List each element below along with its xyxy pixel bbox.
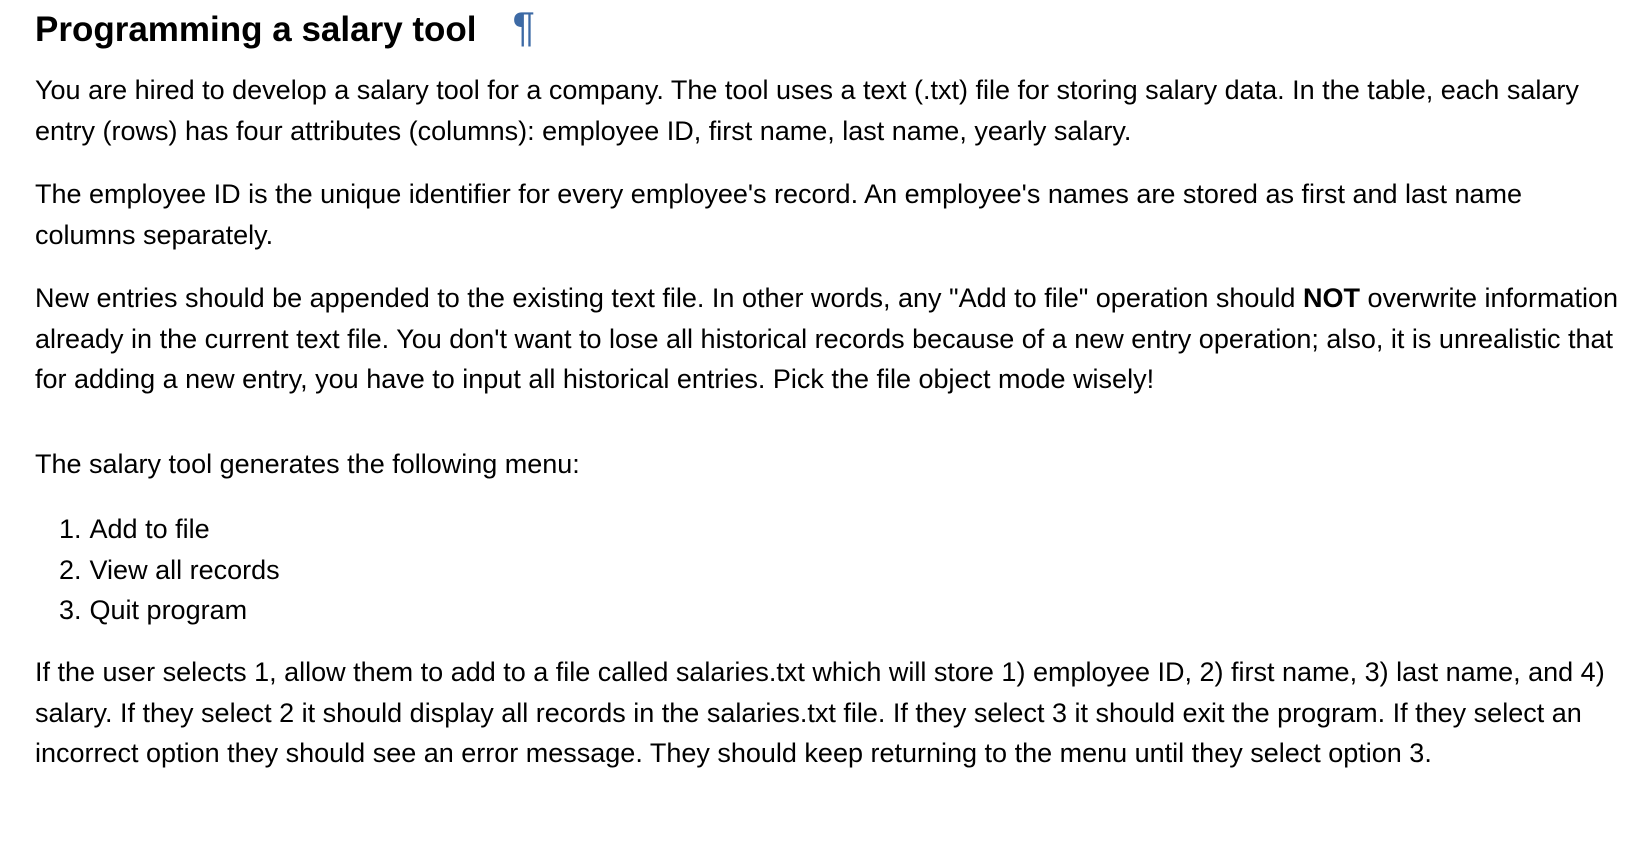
list-item-number: 2. bbox=[59, 554, 82, 585]
append-text-start: New entries should be appended to the existing text file. In other words, any "Add to file" operation should bbox=[35, 283, 1303, 313]
list-item-number: 3. bbox=[59, 595, 82, 625]
permalink-icon[interactable]: ¶ bbox=[512, 3, 536, 50]
list-item bbox=[35, 509, 280, 550]
list-item-label: View all records bbox=[89, 554, 280, 585]
menu-intro-text: The salary tool generates the following menu: bbox=[35, 449, 580, 479]
page-title: Programming a salary tool bbox=[35, 10, 477, 49]
list-item bbox=[35, 550, 280, 591]
list-item-number: 1. bbox=[59, 514, 82, 544]
heading-row bbox=[35, 3, 536, 50]
append-mode-paragraph bbox=[35, 278, 1620, 400]
list-item-label: Add to file bbox=[89, 514, 210, 544]
list-item bbox=[35, 590, 280, 631]
menu-list bbox=[35, 509, 280, 631]
emphasis-not: NOT bbox=[1302, 283, 1360, 313]
employee-id-paragraph: The employee ID is the unique identifier for every employee's record. An employee's names are stored as first and last name columns separately. bbox=[35, 179, 1523, 250]
intro-paragraph: You are hired to develop a salary tool for a company. The tool uses a text (.txt) file for storing salary data. In the table, each salary entry (rows) has four attributes (columns): employee ID, first name, last name, yearly salary. bbox=[35, 75, 1579, 146]
append-text-end: overwrite information already in the current text file. You don't want to lose all historical records because of a new entry operation; also, it is unrealistic that for adding a new entry, you have to input all historical entries. Pick the file object mode wisely! bbox=[35, 283, 1619, 394]
menu-behavior-paragraph: If the user selects 1, allow them to add to a file called salaries.txt which will store 1) employee ID, 2) first name, 3) last name, and 4) salary. If they select 2 it should display all records in the salaries.txt file. If they select 3 it should exit the program. If they select an incorrect option they should see an error message. They should keep returning to the menu until they select option 3. bbox=[35, 657, 1605, 768]
list-item-label: Quit program bbox=[89, 595, 248, 625]
